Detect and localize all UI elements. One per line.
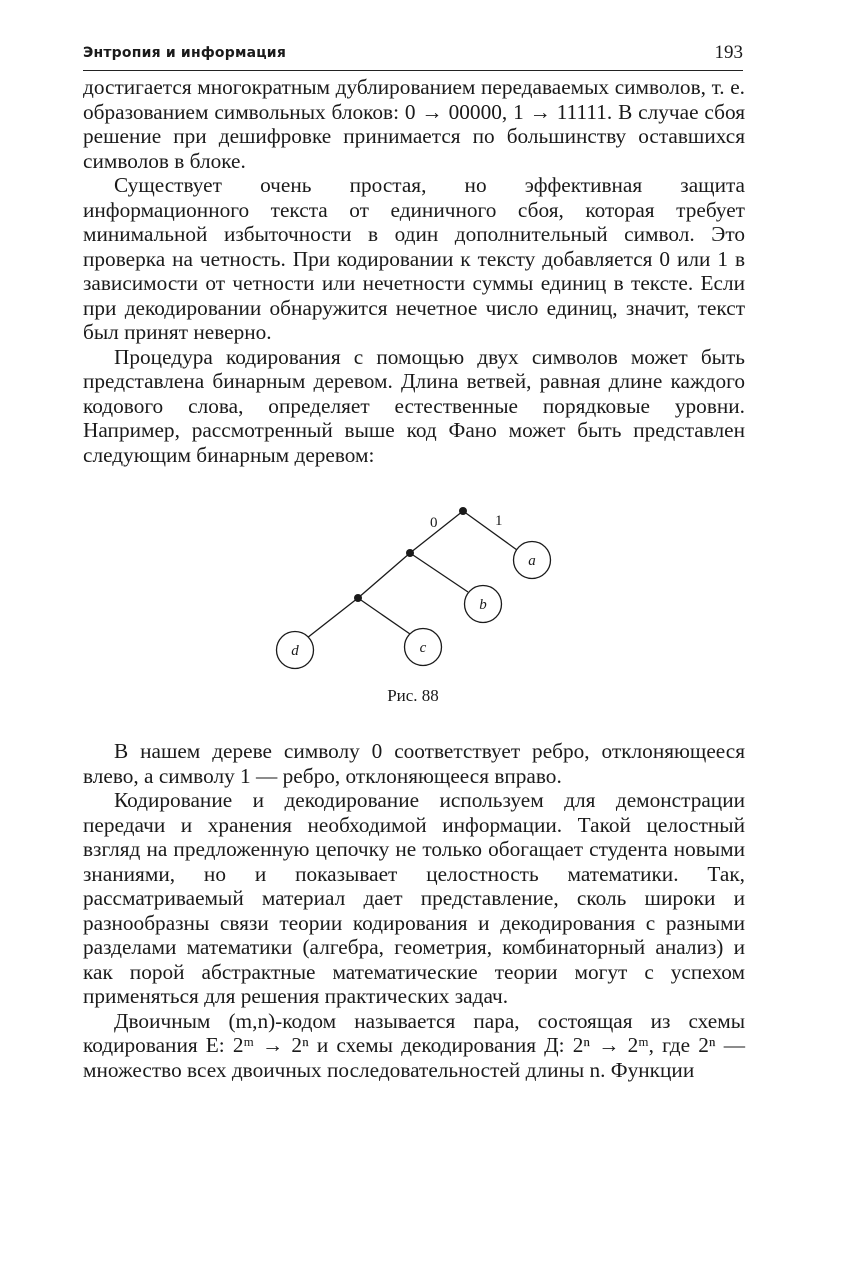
body-text-bottom xyxy=(83,739,745,1082)
chapter-title: Энтропия и информация xyxy=(83,45,287,61)
leaf-label-a: a xyxy=(528,553,536,569)
binary-tree-figure xyxy=(240,495,600,685)
tree-edge xyxy=(410,553,468,592)
paragraph: достигается многократным дублированием передаваемых символов, т. е. образованием символьных блоков: 0 → 00000, 1 → 11111. В случае сбоя решение при дешифровке принимается по большинству оставшихся символов в блоке. xyxy=(83,75,745,173)
paragraph: Кодирование и декодирование используем для демонстрации передачи и хранения необходимой информации. Такой целостный взгляд на предложенную цепочку не только обогащает студента новыми знаниями, но и показывает целостность математики. Так, рассматриваемый материал дает представление, сколь широки и разнообразны связи теории кодирования и декодирования с разными разделами математики (алгебра, геометрия, комбинаторный анализ) и как порой абстрактные математические теории могут с успехом применяться для решения практических задач. xyxy=(83,788,745,1008)
tree-edge xyxy=(463,511,517,550)
leaf-label-b: b xyxy=(479,597,487,613)
tree-edge xyxy=(358,553,410,598)
tree-edge xyxy=(358,598,410,634)
leaf-label-d: d xyxy=(291,643,299,659)
edge-label-zero: 0 xyxy=(430,515,438,531)
edge-label-one: 1 xyxy=(495,513,503,529)
paragraph: В нашем дереве символу 0 соответствует ребро, отклоняющееся влево, а символу 1 — ребро, отклоняющееся вправо. xyxy=(83,739,745,788)
paragraph: Процедура кодирования с помощью двух символов может быть представлена бинарным деревом. Длина ветвей, равная длине каждого кодового слова, определяет естественные порядковые уровни. Например, рассмотренный выше код Фано может быть представлен следующим бинарным деревом: xyxy=(83,344,745,467)
figure-caption: Рис. 88 xyxy=(387,686,439,705)
tree-edge xyxy=(307,598,358,638)
page-number: 193 xyxy=(714,42,743,63)
tree-internal-node xyxy=(406,549,414,557)
paragraph: Существует очень простая, но эффективная защита информационного текста от единичного сбоя, которая требует минимальной избыточности в один дополнительный символ. Это проверка на четность. При кодировании к тексту добавляется 0 или 1 в зависимости от четности или нечетности суммы единиц в тексте. Если при декодировании обнаружится нечетное число единиц, значит, текст был принят неверно. xyxy=(83,173,745,344)
running-header xyxy=(83,40,743,71)
paragraph: Двоичным (m,n)-кодом называется пара, состоящая из схемы кодирования Е: 2ᵐ → 2ⁿ и схемы декодирования Д: 2ⁿ → 2ᵐ, где 2ⁿ — множество всех двоичных последовательностей длины n. Функции xyxy=(83,1008,745,1082)
body-text-top xyxy=(83,75,745,467)
tree-internal-node xyxy=(354,594,362,602)
tree-internal-node xyxy=(459,507,467,515)
leaf-label-c: c xyxy=(419,640,427,656)
